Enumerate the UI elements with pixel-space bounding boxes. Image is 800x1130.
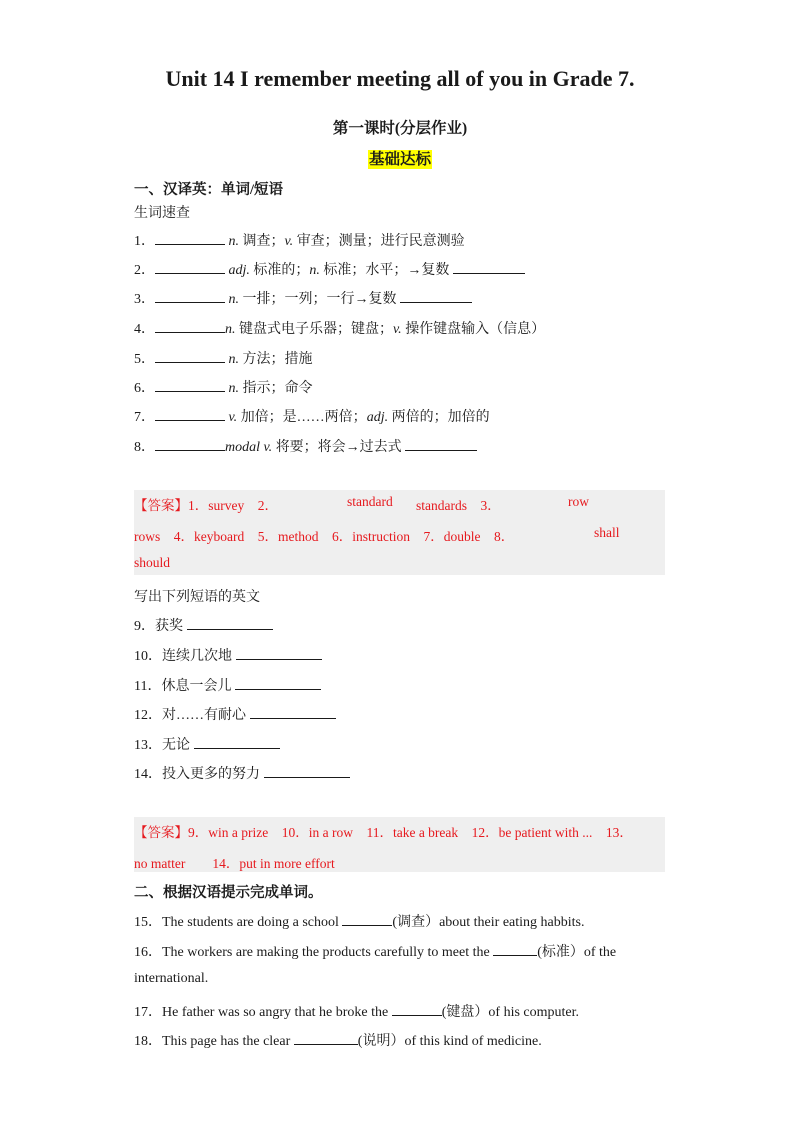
worksheet-title: Unit 14 I remember meeting all of you in Grade 7. (165, 66, 635, 91)
lesson-subtitle: 第一课时(分层作业) (332, 120, 468, 137)
answer-1-line-1: 【答案】1．survey 2． standard standards 3． row (134, 494, 589, 513)
vocab-item-3: 3． n. 一排；一列；一行→复数 (134, 288, 472, 308)
sentence-item-18: 18．This page has the clear (说明）of this kind of medicine. (134, 1030, 542, 1050)
level-highlight: 基础达标 (368, 151, 431, 168)
phrase-item-12: 12．对……有耐心 (134, 704, 336, 724)
answer-box-1 (134, 490, 665, 575)
vocab-item-5: 5． n. 方法；措施 (134, 348, 313, 368)
phrase-item-14: 14．投入更多的努力 (134, 763, 350, 783)
answer-2-line-2: no matter 14．put in more effort (134, 856, 335, 871)
vocab-subheading: 生词速查 (134, 206, 190, 221)
phrase-item-13: 13．无论 (134, 734, 280, 754)
vocab-item-8: 8． modal v. 将要；将会→过去式 (134, 436, 477, 456)
vocab-item-2: 2． adj. 标准的；n. 标准；水平；→复数 (134, 259, 525, 279)
vocab-item-6: 6． n. 指示；命令 (134, 377, 313, 397)
vocab-item-7: 7． v. 加倍；是……两倍；adj. 两倍的；加倍的 (134, 406, 490, 426)
sentence-item-15: 15．The students are doing a school (调查）about their eating habbits. (134, 911, 584, 931)
section-1-heading: 一、汉译英：单词/短语 (134, 182, 284, 198)
answer-1-line-3: should (134, 555, 171, 570)
vocab-item-4: 4． n. 键盘式电子乐器；键盘；v. 操作键盘输入（信息） (134, 318, 545, 338)
level-label (0, 147, 800, 169)
sentence-item-17: 17．He father was so angry that he broke the (键盘）of his computer. (134, 1001, 579, 1021)
answer-box-2 (134, 817, 665, 872)
phrase-item-9: 9．获奖 (134, 615, 273, 635)
answer-2-line-1: 【答案】9．win a prize 10．in a row 11．take a break 12．be patient with ... 13． (134, 825, 633, 840)
phrases-subheading: 写出下列短语的英文 (134, 590, 260, 605)
vocab-item-1: 1． n. 调查；v. 审查；测量；进行民意测验 (134, 230, 465, 250)
sentence-item-16-cont: international. (134, 971, 209, 986)
answer-1-line-2: rows 4．keyboard 5．method 6．instruction 7．double 8． shall (134, 525, 620, 544)
phrase-item-11: 11．休息一会儿 (134, 675, 321, 695)
sentence-item-16: 16．The workers are making the products carefully to meet the (标准）of the (134, 941, 616, 961)
section-2-heading: 二、根据汉语提示完成单词。 (134, 885, 323, 901)
phrase-item-10: 10．连续几次地 (134, 645, 322, 665)
